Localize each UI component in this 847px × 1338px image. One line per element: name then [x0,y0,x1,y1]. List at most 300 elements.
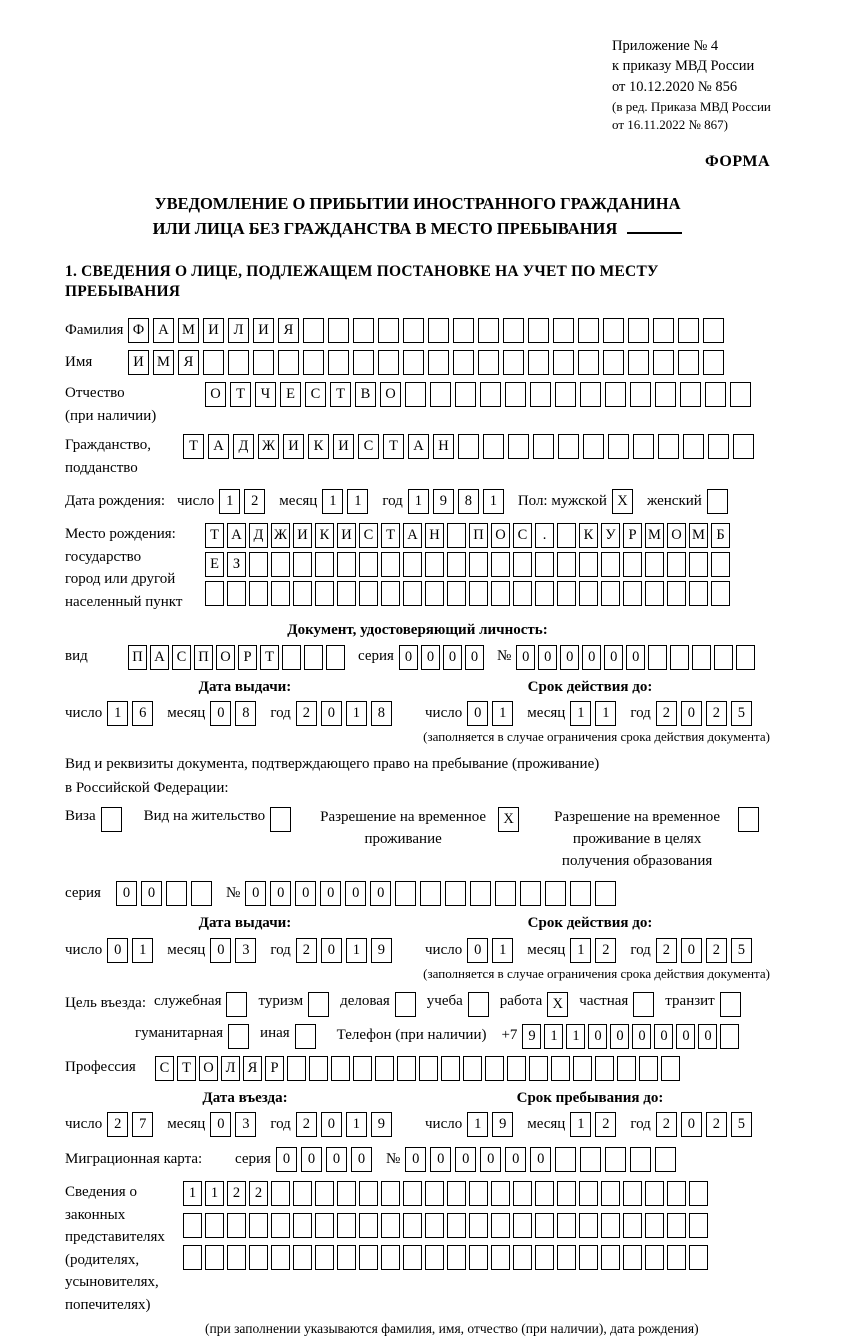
char-box[interactable] [520,881,541,906]
char-box[interactable] [478,318,499,343]
char-box[interactable]: У [601,523,620,548]
char-box[interactable] [405,382,426,407]
char-box[interactable] [579,1213,598,1238]
char-box[interactable] [447,523,466,548]
char-box[interactable] [551,1056,570,1081]
char-box[interactable]: 1 [570,938,591,963]
char-box[interactable]: 1 [219,489,240,514]
char-box[interactable]: 7 [132,1112,153,1137]
char-box[interactable] [315,581,334,606]
char-box[interactable]: 2 [595,938,616,963]
char-box[interactable]: Т [230,382,251,407]
char-box[interactable] [425,1245,444,1270]
char-box[interactable]: М [689,523,708,548]
char-box[interactable] [428,350,449,375]
char-box[interactable]: Я [278,318,299,343]
char-box[interactable] [711,552,730,577]
char-box[interactable] [601,552,620,577]
char-box[interactable] [645,552,664,577]
char-box[interactable] [513,581,532,606]
char-box[interactable]: Е [205,552,224,577]
char-box[interactable] [271,581,290,606]
char-box[interactable] [293,552,312,577]
char-box[interactable] [503,350,524,375]
char-box[interactable] [505,382,526,407]
char-box[interactable]: 9 [371,938,392,963]
legal-reps-row1-boxes[interactable] [183,1181,711,1206]
char-box[interactable] [513,1245,532,1270]
char-box[interactable] [623,1245,642,1270]
valid-month-boxes[interactable] [570,701,620,726]
char-box[interactable] [736,645,755,670]
char-box[interactable] [485,1056,504,1081]
char-box[interactable] [166,881,187,906]
char-box[interactable]: 0 [610,1024,629,1049]
char-box[interactable] [553,318,574,343]
char-box[interactable] [447,1213,466,1238]
char-box[interactable]: 1 [467,1112,488,1137]
char-box[interactable]: 1 [595,701,616,726]
char-box[interactable] [403,350,424,375]
char-box[interactable] [203,350,224,375]
char-box[interactable] [605,1147,626,1172]
char-box[interactable]: 2 [706,1112,727,1137]
char-box[interactable]: Н [433,434,454,459]
issue-year-boxes[interactable] [296,701,396,726]
birthplace-row3-boxes[interactable] [205,581,733,606]
char-box[interactable]: О [491,523,510,548]
char-box[interactable]: 0 [538,645,557,670]
char-box[interactable] [425,581,444,606]
char-box[interactable]: Н [425,523,444,548]
char-box[interactable]: 1 [570,701,591,726]
char-box[interactable]: 1 [347,489,368,514]
char-box[interactable]: 0 [516,645,535,670]
char-box[interactable]: Ф [128,318,149,343]
char-box[interactable]: 2 [296,701,317,726]
char-box[interactable] [337,552,356,577]
char-box[interactable] [381,1213,400,1238]
char-box[interactable] [441,1056,460,1081]
birthplace-row1-boxes[interactable] [205,523,733,548]
char-box[interactable] [601,581,620,606]
char-box[interactable] [469,1213,488,1238]
residence-series-boxes[interactable] [116,881,216,906]
char-box[interactable]: О [205,382,226,407]
char-box[interactable] [378,318,399,343]
char-box[interactable] [605,382,626,407]
char-box[interactable] [483,434,504,459]
char-box[interactable] [689,1181,708,1206]
char-box[interactable]: Т [260,645,279,670]
entry-year-boxes[interactable] [296,1112,396,1137]
char-box[interactable] [653,318,674,343]
char-box[interactable] [331,1056,350,1081]
char-box[interactable] [580,382,601,407]
valid-year-boxes[interactable] [656,701,756,726]
char-box[interactable] [403,1213,422,1238]
char-box[interactable] [513,1213,532,1238]
char-box[interactable]: 1 [205,1181,224,1206]
name-boxes[interactable] [128,350,728,375]
char-box[interactable]: Т [383,434,404,459]
char-box[interactable] [705,382,726,407]
char-box[interactable] [513,1181,532,1206]
identity-type-boxes[interactable] [128,645,348,670]
char-box[interactable]: 0 [681,938,702,963]
char-box[interactable]: 0 [321,701,342,726]
char-box[interactable] [455,382,476,407]
char-box[interactable]: 5 [731,701,752,726]
char-box[interactable]: 0 [210,701,231,726]
char-box[interactable]: 0 [604,645,623,670]
char-box[interactable] [601,1245,620,1270]
char-box[interactable] [463,1056,482,1081]
char-box[interactable]: 2 [656,1112,677,1137]
char-box[interactable]: Т [205,523,224,548]
char-box[interactable]: И [203,318,224,343]
char-box[interactable]: Л [221,1056,240,1081]
res-issue-month-boxes[interactable] [210,938,260,963]
char-box[interactable]: 0 [632,1024,651,1049]
char-box[interactable] [359,552,378,577]
char-box[interactable] [419,1056,438,1081]
char-box[interactable] [403,318,424,343]
char-box[interactable]: 1 [322,489,343,514]
option-checkbox[interactable]: X [498,807,519,832]
char-box[interactable] [271,1245,290,1270]
char-box[interactable] [529,1056,548,1081]
option-checkbox[interactable] [720,992,741,1017]
char-box[interactable]: А [227,523,246,548]
char-box[interactable] [378,350,399,375]
char-box[interactable] [655,1147,676,1172]
char-box[interactable]: 0 [560,645,579,670]
char-box[interactable]: 2 [296,1112,317,1137]
char-box[interactable]: Я [243,1056,262,1081]
char-box[interactable]: Т [177,1056,196,1081]
char-box[interactable] [397,1056,416,1081]
char-box[interactable] [601,1213,620,1238]
char-box[interactable] [326,645,345,670]
char-box[interactable]: М [178,318,199,343]
char-box[interactable]: 0 [301,1147,322,1172]
char-box[interactable] [425,1213,444,1238]
char-box[interactable]: 0 [116,881,137,906]
char-box[interactable]: З [227,552,246,577]
profession-boxes[interactable] [155,1056,683,1081]
char-box[interactable] [648,645,667,670]
char-box[interactable]: 0 [270,881,291,906]
char-box[interactable]: 1 [544,1024,563,1049]
char-box[interactable] [337,1213,356,1238]
char-box[interactable]: 0 [245,881,266,906]
char-box[interactable] [703,350,724,375]
char-box[interactable] [420,881,441,906]
char-box[interactable] [689,581,708,606]
char-box[interactable] [495,881,516,906]
char-box[interactable]: 0 [698,1024,717,1049]
char-box[interactable]: Р [265,1056,284,1081]
char-box[interactable]: 1 [346,701,367,726]
char-box[interactable]: 1 [492,938,513,963]
char-box[interactable]: С [155,1056,174,1081]
char-box[interactable] [425,552,444,577]
char-box[interactable] [491,1245,510,1270]
patronymic-boxes[interactable] [205,382,755,407]
char-box[interactable]: 0 [505,1147,526,1172]
char-box[interactable] [733,434,754,459]
option-checkbox[interactable] [295,1024,316,1049]
char-box[interactable]: 0 [141,881,162,906]
char-box[interactable] [670,645,689,670]
char-box[interactable]: 0 [467,701,488,726]
char-box[interactable]: И [253,318,274,343]
char-box[interactable] [579,581,598,606]
char-box[interactable] [328,350,349,375]
char-box[interactable] [293,581,312,606]
char-box[interactable] [623,552,642,577]
char-box[interactable]: И [337,523,356,548]
char-box[interactable] [667,581,686,606]
char-box[interactable] [359,581,378,606]
issue-month-boxes[interactable] [210,701,260,726]
char-box[interactable]: 2 [656,938,677,963]
char-box[interactable]: А [153,318,174,343]
res-valid-year-boxes[interactable] [656,938,756,963]
char-box[interactable] [381,1245,400,1270]
char-box[interactable] [583,434,604,459]
char-box[interactable] [253,350,274,375]
char-box[interactable] [714,645,733,670]
char-box[interactable]: Т [183,434,204,459]
res-valid-month-boxes[interactable] [570,938,620,963]
char-box[interactable] [689,1213,708,1238]
char-box[interactable] [557,523,576,548]
char-box[interactable] [228,350,249,375]
char-box[interactable]: С [305,382,326,407]
res-valid-day-boxes[interactable] [467,938,517,963]
char-box[interactable] [453,350,474,375]
char-box[interactable] [491,1181,510,1206]
char-box[interactable]: 0 [455,1147,476,1172]
char-box[interactable]: 3 [235,938,256,963]
char-box[interactable] [425,1181,444,1206]
char-box[interactable] [491,581,510,606]
char-box[interactable]: 2 [296,938,317,963]
char-box[interactable] [227,1213,246,1238]
char-box[interactable] [623,1181,642,1206]
char-box[interactable] [558,434,579,459]
char-box[interactable] [628,318,649,343]
char-box[interactable] [303,318,324,343]
char-box[interactable] [507,1056,526,1081]
char-box[interactable] [639,1056,658,1081]
char-box[interactable]: 0 [681,701,702,726]
char-box[interactable] [645,1213,664,1238]
char-box[interactable]: 0 [582,645,601,670]
char-box[interactable] [491,552,510,577]
char-box[interactable] [403,552,422,577]
char-box[interactable] [395,881,416,906]
char-box[interactable]: Л [228,318,249,343]
char-box[interactable]: А [208,434,229,459]
char-box[interactable] [309,1056,328,1081]
option-checkbox[interactable]: X [547,992,568,1017]
char-box[interactable] [530,382,551,407]
char-box[interactable] [595,1056,614,1081]
char-box[interactable] [315,552,334,577]
char-box[interactable]: Т [330,382,351,407]
char-box[interactable]: 9 [371,1112,392,1137]
char-box[interactable] [595,881,616,906]
char-box[interactable]: 2 [706,701,727,726]
until-day-boxes[interactable] [467,1112,517,1137]
char-box[interactable] [249,581,268,606]
char-box[interactable]: 8 [235,701,256,726]
char-box[interactable] [278,350,299,375]
char-box[interactable]: О [199,1056,218,1081]
char-box[interactable]: 0 [370,881,391,906]
char-box[interactable] [293,1181,312,1206]
char-box[interactable]: 8 [371,701,392,726]
char-box[interactable]: 0 [107,938,128,963]
char-box[interactable] [205,1213,224,1238]
char-box[interactable]: 2 [244,489,265,514]
char-box[interactable] [491,1213,510,1238]
char-box[interactable] [470,881,491,906]
char-box[interactable] [628,350,649,375]
char-box[interactable]: 0 [295,881,316,906]
char-box[interactable]: 3 [235,1112,256,1137]
char-box[interactable] [667,1245,686,1270]
char-box[interactable] [655,382,676,407]
option-checkbox[interactable] [101,807,122,832]
char-box[interactable] [579,1245,598,1270]
char-box[interactable] [603,318,624,343]
char-box[interactable] [535,581,554,606]
char-box[interactable] [381,552,400,577]
sex-male-checkbox[interactable] [612,489,637,514]
char-box[interactable]: Б [711,523,730,548]
char-box[interactable] [678,350,699,375]
char-box[interactable] [315,1181,334,1206]
char-box[interactable] [447,581,466,606]
option-checkbox[interactable] [228,1024,249,1049]
legal-reps-row2-boxes[interactable] [183,1213,711,1238]
char-box[interactable]: X [612,489,633,514]
char-box[interactable] [708,434,729,459]
option-checkbox[interactable] [270,807,291,832]
char-box[interactable] [428,318,449,343]
char-box[interactable] [282,645,301,670]
char-box[interactable]: Д [233,434,254,459]
char-box[interactable] [535,552,554,577]
char-box[interactable] [480,382,501,407]
char-box[interactable] [287,1056,306,1081]
char-box[interactable]: 0 [351,1147,372,1172]
char-box[interactable]: 1 [408,489,429,514]
char-box[interactable] [535,1181,554,1206]
option-checkbox[interactable] [308,992,329,1017]
char-box[interactable] [403,1181,422,1206]
char-box[interactable]: 0 [430,1147,451,1172]
res-issue-day-boxes[interactable] [107,938,157,963]
char-box[interactable]: 0 [421,645,440,670]
char-box[interactable]: 5 [731,938,752,963]
until-year-boxes[interactable] [656,1112,756,1137]
char-box[interactable] [430,382,451,407]
char-box[interactable] [205,1245,224,1270]
char-box[interactable]: 0 [326,1147,347,1172]
char-box[interactable]: 0 [210,1112,231,1137]
char-box[interactable] [533,434,554,459]
char-box[interactable] [359,1213,378,1238]
char-box[interactable] [249,552,268,577]
char-box[interactable]: Е [280,382,301,407]
char-box[interactable] [555,1147,576,1172]
char-box[interactable]: Р [238,645,257,670]
option-checkbox[interactable] [226,992,247,1017]
birth-year-boxes[interactable] [408,489,508,514]
char-box[interactable] [183,1213,202,1238]
issue-day-boxes[interactable] [107,701,157,726]
char-box[interactable] [645,1181,664,1206]
char-box[interactable]: 1 [183,1181,202,1206]
char-box[interactable]: С [358,434,379,459]
char-box[interactable]: В [355,382,376,407]
char-box[interactable]: П [128,645,147,670]
char-box[interactable]: О [380,382,401,407]
birth-month-boxes[interactable] [322,489,372,514]
char-box[interactable]: Ж [258,434,279,459]
char-box[interactable] [337,581,356,606]
residence-number-boxes[interactable] [245,881,620,906]
option-checkbox[interactable] [395,992,416,1017]
char-box[interactable]: 0 [321,1112,342,1137]
char-box[interactable] [375,1056,394,1081]
char-box[interactable]: Я [178,350,199,375]
char-box[interactable]: И [293,523,312,548]
sex-female-checkbox[interactable] [707,489,732,514]
char-box[interactable] [469,1245,488,1270]
char-box[interactable] [447,1181,466,1206]
citizenship-boxes[interactable] [183,434,758,459]
char-box[interactable] [573,1056,592,1081]
char-box[interactable]: 6 [132,701,153,726]
char-box[interactable] [271,1213,290,1238]
char-box[interactable] [447,1245,466,1270]
char-box[interactable]: 1 [346,1112,367,1137]
char-box[interactable]: 0 [626,645,645,670]
char-box[interactable]: 1 [346,938,367,963]
char-box[interactable] [453,318,474,343]
char-box[interactable]: И [283,434,304,459]
char-box[interactable]: 0 [276,1147,297,1172]
char-box[interactable]: 0 [210,938,231,963]
char-box[interactable] [645,1245,664,1270]
char-box[interactable]: Р [623,523,642,548]
birthplace-row2-boxes[interactable] [205,552,733,577]
char-box[interactable] [271,1181,290,1206]
char-box[interactable] [692,645,711,670]
char-box[interactable]: 0 [480,1147,501,1172]
char-box[interactable]: С [513,523,532,548]
char-box[interactable] [645,581,664,606]
char-box[interactable] [703,318,724,343]
identity-series-boxes[interactable] [399,645,487,670]
phone-boxes[interactable] [522,1024,742,1049]
